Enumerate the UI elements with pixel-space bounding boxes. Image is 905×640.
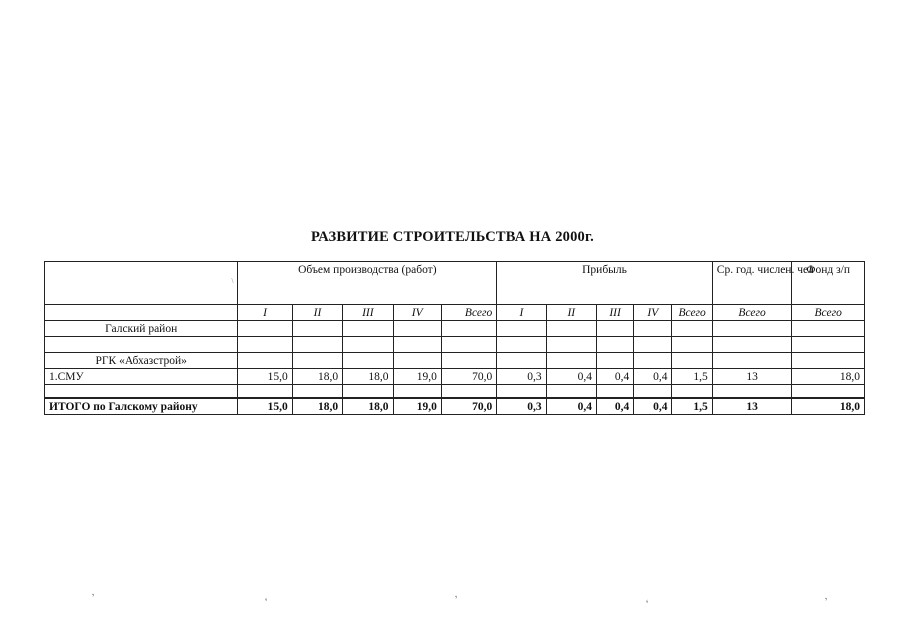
fund-header: Фонд з/п <box>792 262 865 305</box>
headcount-total-header: Всего <box>712 305 792 321</box>
table-row <box>45 353 865 369</box>
smu-volume-q1: 15,0 <box>238 369 292 385</box>
smu-volume-q3: 18,0 <box>343 369 393 385</box>
volume-q4-header: IV <box>393 305 441 321</box>
smu-volume-q4: 19,0 <box>393 369 441 385</box>
profit-q3-header: III <box>596 305 633 321</box>
header-row-groups <box>45 262 865 305</box>
total-volume-q1: 15,0 <box>238 398 292 415</box>
profit-total-header: Всего <box>672 305 712 321</box>
fund-total-header: Всего <box>792 305 865 321</box>
volume-q1-header: I <box>238 305 292 321</box>
smu-profit-q2: 0,4 <box>546 369 596 385</box>
table-row <box>45 385 865 399</box>
total-profit-q4: 0,4 <box>634 398 672 415</box>
smu-headcount: 13 <box>712 369 792 385</box>
total-headcount: 13 <box>712 398 792 415</box>
total-volume-total: 70,0 <box>441 398 496 415</box>
page-title: РАЗВИТИЕ СТРОИТЕЛЬСТВА НА 2000г. <box>311 229 594 245</box>
smu-profit-q4: 0,4 <box>634 369 672 385</box>
total-profit-total: 1,5 <box>672 398 712 415</box>
total-volume-q2: 18,0 <box>292 398 342 415</box>
total-profit-q2: 0,4 <box>546 398 596 415</box>
total-label: ИТОГО по Галскому району <box>45 398 238 415</box>
construction-table <box>44 261 865 415</box>
total-volume-q3: 18,0 <box>343 398 393 415</box>
district-label: Галский район <box>45 321 238 337</box>
table-row <box>45 337 865 353</box>
volume-q2-header: II <box>292 305 342 321</box>
profit-q1-header: I <box>497 305 546 321</box>
smu-profit-q1: 0,3 <box>497 369 546 385</box>
headcount-header: Ср. год. числен. чел <box>712 262 792 305</box>
profit-header: Прибыль <box>497 262 713 305</box>
profit-q4-header: IV <box>634 305 672 321</box>
volume-header: Объем производства (работ) <box>238 262 497 305</box>
smu-volume-q2: 18,0 <box>292 369 342 385</box>
smu-profit-total: 1,5 <box>672 369 712 385</box>
total-row <box>45 398 865 415</box>
total-profit-q1: 0,3 <box>497 398 546 415</box>
table-row <box>45 369 865 385</box>
total-profit-q3: 0,4 <box>596 398 633 415</box>
smu-fund: 18,0 <box>792 369 865 385</box>
total-volume-q4: 19,0 <box>393 398 441 415</box>
profit-q2-header: II <box>546 305 596 321</box>
empty-cell <box>45 305 238 321</box>
smu-label: 1.СМУ <box>45 369 238 385</box>
header-row-quarters <box>45 305 865 321</box>
smu-profit-q3: 0,4 <box>596 369 633 385</box>
smu-volume-total: 70,0 <box>441 369 496 385</box>
corner-cell: \ <box>45 262 238 305</box>
volume-q3-header: III <box>343 305 393 321</box>
org-label: РГК «Абхазстрой» <box>45 353 238 369</box>
table-row <box>45 321 865 337</box>
total-fund: 18,0 <box>792 398 865 415</box>
volume-total-header: Всего <box>441 305 496 321</box>
